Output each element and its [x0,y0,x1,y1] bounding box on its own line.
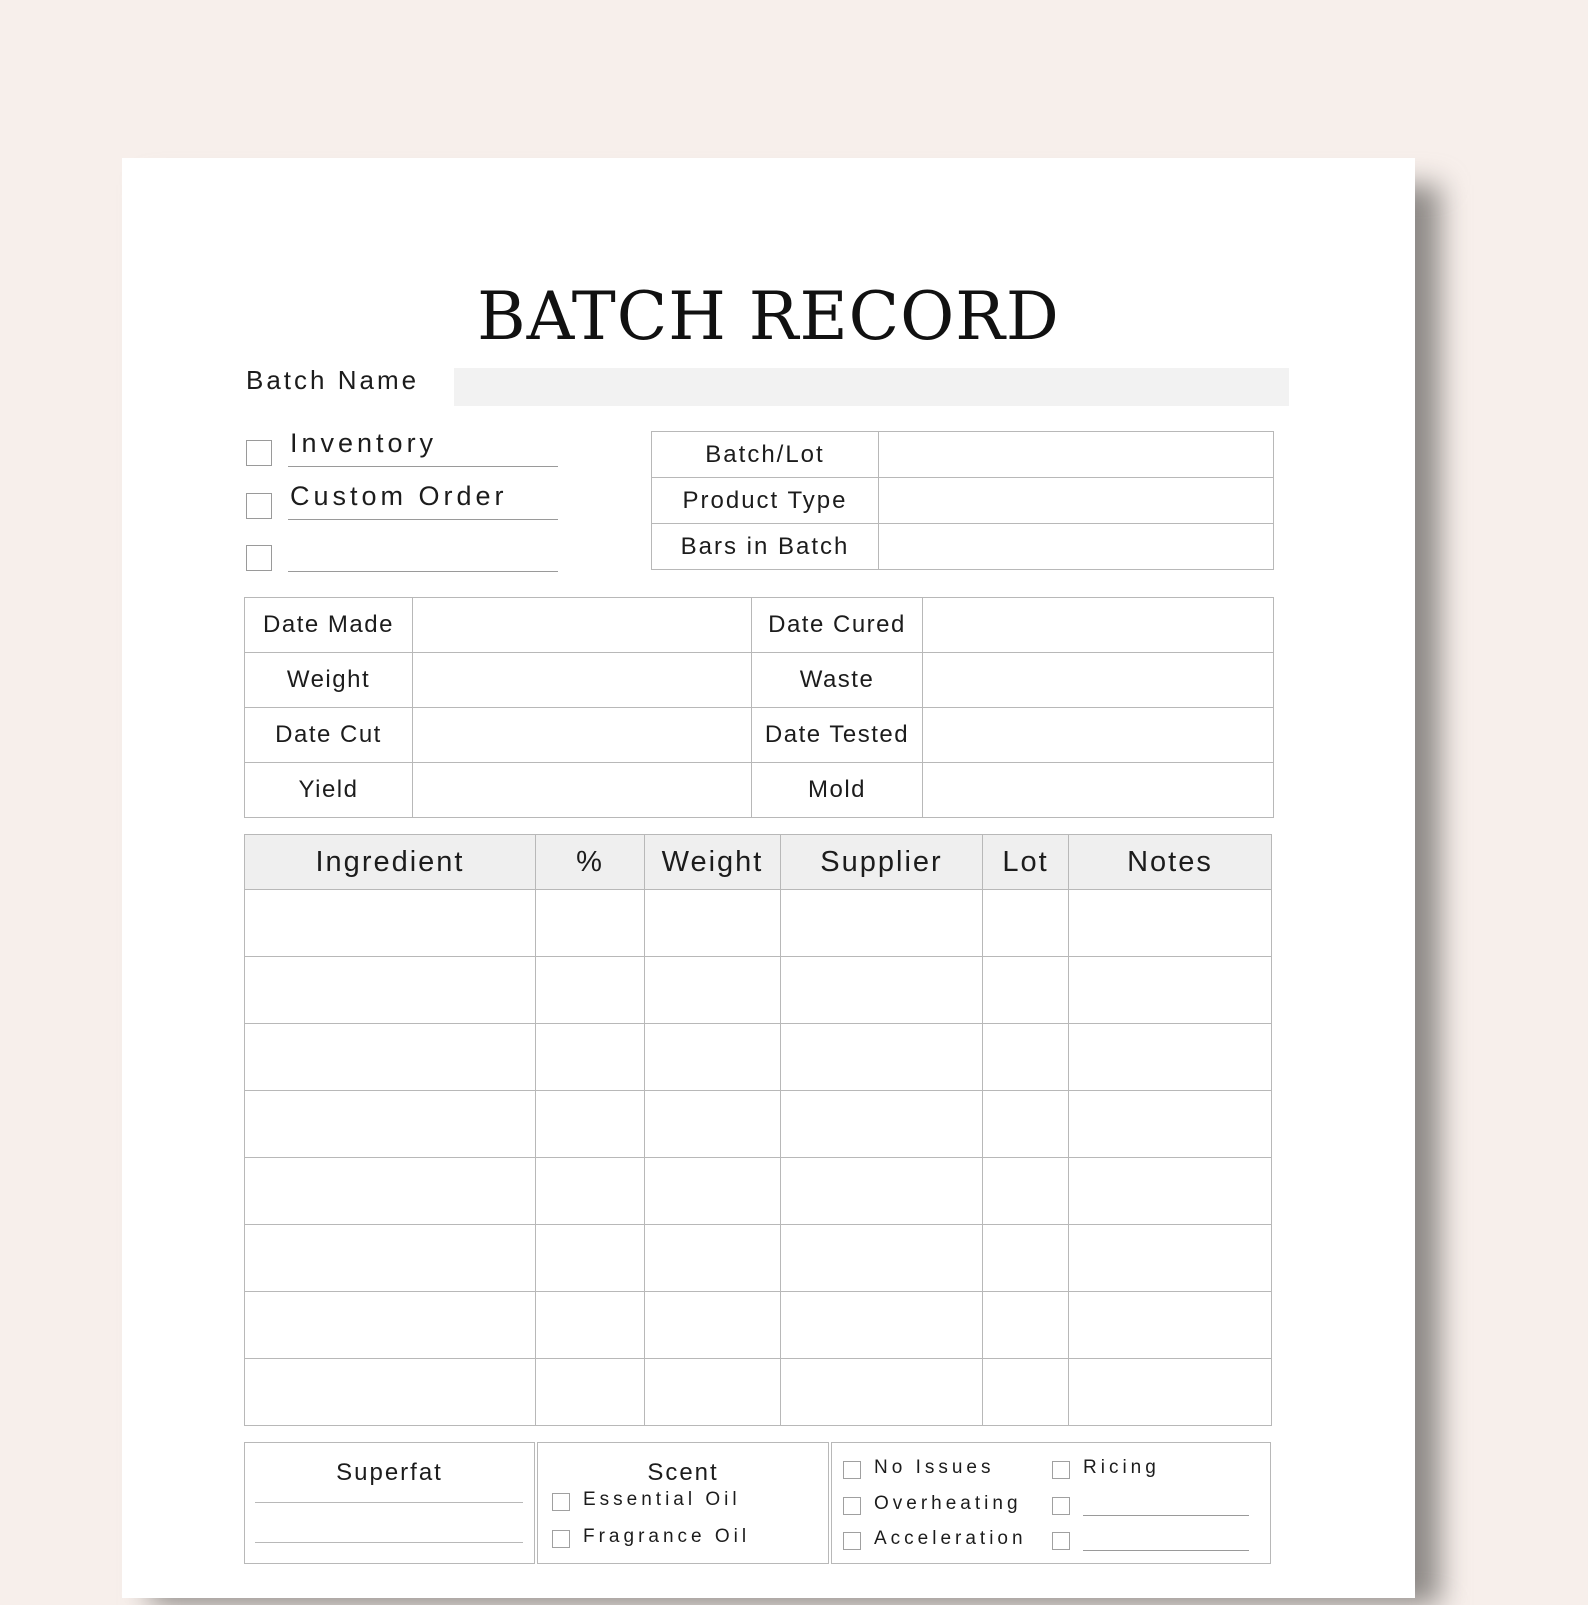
ingredient-cell[interactable] [645,1225,781,1292]
col-notes: Notes [1069,835,1272,890]
ingredient-cell[interactable] [1069,890,1272,957]
option-custom-order[interactable] [246,481,696,521]
date-tested-field[interactable] [923,708,1274,763]
ingredient-cell[interactable] [1069,1292,1272,1359]
superfat-line[interactable] [255,1502,523,1503]
ingredient-cell[interactable] [781,890,983,957]
date-made-label: Date Made [245,598,413,653]
ingredient-cell[interactable] [245,890,536,957]
ingredient-cell[interactable] [536,1091,645,1158]
ingredient-cell[interactable] [245,1024,536,1091]
option-write-in-line[interactable] [288,571,558,572]
ingredient-cell[interactable] [781,1292,983,1359]
inventory-checkbox[interactable] [246,440,272,466]
ingredient-cell[interactable] [245,1292,536,1359]
write-in-line[interactable] [1083,1515,1249,1516]
page-title: BATCH RECORD [477,278,1060,355]
ingredient-cell[interactable] [645,957,781,1024]
ingredient-cell[interactable] [245,957,536,1024]
table-row [245,708,1274,763]
ingredient-cell[interactable] [536,890,645,957]
table-row [245,1091,1272,1158]
ingredient-cell[interactable] [983,890,1069,957]
batch-name-field[interactable] [454,368,1289,406]
ingredient-cell[interactable] [781,1091,983,1158]
option-label: Fragrance Oil [583,1526,751,1547]
ingredient-cell[interactable] [245,1225,536,1292]
date-cut-field[interactable] [413,708,752,763]
weight-label: Weight [245,653,413,708]
table-row [245,1292,1272,1359]
table-row [245,653,1274,708]
mold-field[interactable] [923,763,1274,818]
option-label: Acceleration [874,1528,1027,1549]
ingredient-cell[interactable] [1069,1158,1272,1225]
ingredient-cell[interactable] [1069,957,1272,1024]
batch-name-label: Batch Name [246,365,420,395]
ingredient-cell[interactable] [983,1359,1069,1426]
col-percent: % [536,835,645,890]
custom-order-checkbox[interactable] [246,493,272,519]
table-row [245,598,1274,653]
issues-box [831,1442,1271,1564]
ingredient-cell[interactable] [536,1024,645,1091]
ingredient-cell[interactable] [781,1024,983,1091]
ingredient-cell[interactable] [536,1158,645,1225]
bars-in-batch-label: Bars in Batch [652,524,879,570]
col-supplier: Supplier [781,835,983,890]
ingredient-cell[interactable] [245,1158,536,1225]
ingredient-cell[interactable] [781,1359,983,1426]
table-row [245,957,1272,1024]
essential-oil-checkbox[interactable] [552,1493,570,1511]
ingredients-body [245,890,1272,1426]
superfat-line[interactable] [255,1542,523,1543]
batch-info-table [651,431,1274,570]
col-weight: Weight [645,835,781,890]
ingredient-cell[interactable] [983,957,1069,1024]
option-label: Inventory [290,428,438,458]
date-cured-label: Date Cured [752,598,923,653]
option-underline [288,466,558,467]
bars-in-batch-field[interactable] [879,524,1274,570]
ingredient-cell[interactable] [645,890,781,957]
ingredient-cell[interactable] [781,1158,983,1225]
mold-label: Mold [752,763,923,818]
no-issues-checkbox[interactable] [843,1461,861,1479]
option-underline [288,519,558,520]
table-row [245,1158,1272,1225]
table-row [245,1359,1272,1426]
superfat-label: Superfat [336,1459,443,1486]
dates-table [244,597,1274,818]
ingredient-cell[interactable] [1069,1024,1272,1091]
blank-option-checkbox[interactable] [246,545,272,571]
ingredient-cell[interactable] [1069,1359,1272,1426]
waste-field[interactable] [923,653,1274,708]
ingredient-cell[interactable] [645,1024,781,1091]
acceleration-checkbox[interactable] [843,1532,861,1550]
date-cut-label: Date Cut [245,708,413,763]
ingredient-cell[interactable] [983,1158,1069,1225]
ingredient-cell[interactable] [536,1292,645,1359]
col-lot: Lot [983,835,1069,890]
ingredient-cell[interactable] [245,1091,536,1158]
date-made-field[interactable] [413,598,752,653]
option-label: No Issues [874,1457,995,1478]
date-cured-field[interactable] [923,598,1274,653]
waste-label: Waste [752,653,923,708]
ingredient-cell[interactable] [536,1225,645,1292]
ingredient-cell[interactable] [781,957,983,1024]
ingredient-cell[interactable] [536,1359,645,1426]
table-row [652,524,1274,570]
table-row [245,890,1272,957]
scent-label: Scent [647,1459,719,1486]
write-in-line[interactable] [1083,1550,1249,1551]
weight-field[interactable] [413,653,752,708]
option-blank[interactable] [246,533,696,573]
ingredient-cell[interactable] [536,957,645,1024]
scent-box [537,1442,829,1564]
date-tested-label: Date Tested [752,708,923,763]
option-label: Essential Oil [583,1489,741,1510]
write-in-checkbox[interactable] [1052,1497,1070,1515]
ingredient-cell[interactable] [645,1292,781,1359]
yield-field[interactable] [413,763,752,818]
ingredient-cell[interactable] [1069,1225,1272,1292]
option-label: Custom Order [290,481,508,511]
ingredient-cell[interactable] [983,1091,1069,1158]
option-label: Overheating [874,1493,1022,1514]
table-row [652,478,1274,524]
ingredient-cell[interactable] [245,1359,536,1426]
ingredients-table [244,834,1272,1426]
product-type-label: Product Type [652,478,879,524]
table-row [652,432,1274,478]
batch-lot-field[interactable] [879,432,1274,478]
yield-label: Yield [245,763,413,818]
table-row [245,763,1274,818]
batch-record-sheet [122,158,1415,1598]
overheating-checkbox[interactable] [843,1497,861,1515]
option-label: Ricing [1083,1457,1160,1478]
ingredient-cell[interactable] [781,1225,983,1292]
table-row [245,1225,1272,1292]
ingredient-cell[interactable] [645,1091,781,1158]
col-ingredient: Ingredient [245,835,536,890]
batch-lot-label: Batch/Lot [652,432,879,478]
ingredient-cell[interactable] [983,1292,1069,1359]
ingredient-cell[interactable] [1069,1091,1272,1158]
table-header-row [245,835,1272,890]
fragrance-oil-checkbox[interactable] [552,1530,570,1548]
ingredient-cell[interactable] [645,1359,781,1426]
write-in-checkbox[interactable] [1052,1532,1070,1550]
table-row [245,1024,1272,1091]
option-inventory[interactable] [246,428,696,468]
product-type-field[interactable] [879,478,1274,524]
superfat-box [244,1442,535,1564]
ricing-checkbox[interactable] [1052,1461,1070,1479]
ingredient-cell[interactable] [983,1024,1069,1091]
ingredient-cell[interactable] [645,1158,781,1225]
ingredient-cell[interactable] [983,1225,1069,1292]
